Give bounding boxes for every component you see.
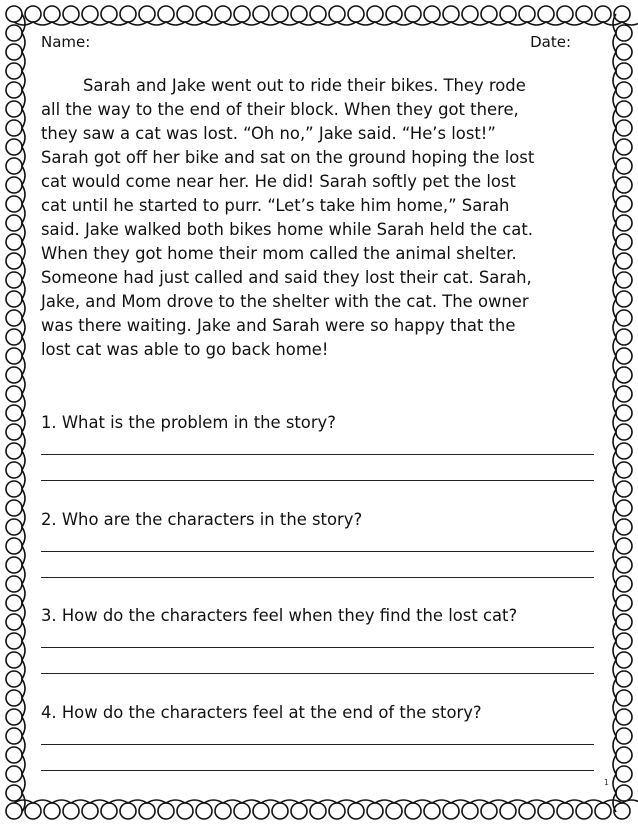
border-loop: [6, 747, 22, 763]
border-loop: [616, 728, 632, 744]
border-loop: [616, 386, 632, 402]
border-loop: [82, 803, 98, 819]
border-loop: [196, 6, 212, 22]
border-loop: [616, 785, 632, 801]
border-loop: [6, 253, 22, 269]
border-loop: [120, 6, 136, 22]
story-line: said. Jake walked both bikes home while Sarah held the cat.: [41, 220, 533, 239]
border-loop: [272, 6, 288, 22]
border-loop: [616, 329, 632, 345]
border-loop: [196, 803, 212, 819]
border-loop: [82, 6, 98, 22]
border-loop: [6, 576, 22, 592]
border-loop: [616, 614, 632, 630]
border-loop: [616, 82, 632, 98]
border-loop: [6, 82, 22, 98]
border-loop: [614, 803, 630, 819]
border-loop: [616, 405, 632, 421]
border-loop: [616, 595, 632, 611]
border-loop: [6, 671, 22, 687]
border-loop: [616, 120, 632, 136]
border-loop: [6, 614, 22, 630]
border-loop: [405, 803, 421, 819]
border-loop: [616, 766, 632, 782]
border-loop: [616, 196, 632, 212]
border-loop: [6, 519, 22, 535]
border-loop: [6, 348, 22, 364]
border-loop: [616, 652, 632, 668]
border-loop: [6, 405, 22, 421]
border-loop: [6, 424, 22, 440]
border-loop: [6, 443, 22, 459]
border-loop: [6, 272, 22, 288]
border-loop: [6, 25, 22, 41]
story-line: Sarah and Jake went out to ride their bikes. They rode: [83, 76, 526, 95]
answer-line[interactable]: [41, 673, 594, 674]
border-loop: [616, 538, 632, 554]
border-loop: [519, 803, 535, 819]
border-loop: [291, 6, 307, 22]
border-loop: [6, 367, 22, 383]
border-loop: [614, 6, 630, 22]
border-loop: [139, 6, 155, 22]
question-1: [41, 412, 597, 434]
border-loop: [616, 671, 632, 687]
border-loop: [405, 6, 421, 22]
answer-line[interactable]: [41, 577, 594, 578]
border-loop: [348, 6, 364, 22]
border-loop: [616, 272, 632, 288]
story-line: Jake, and Mom drove to the shelter with the cat. The owner: [41, 292, 529, 311]
border-loop: [215, 6, 231, 22]
border-loop: [6, 766, 22, 782]
border-loop: [616, 424, 632, 440]
border-loop: [6, 44, 22, 60]
story-line: all the way to the end of their block. When they got there,: [41, 100, 519, 119]
border-loop: [616, 690, 632, 706]
border-loop: [272, 803, 288, 819]
border-loop: [538, 6, 554, 22]
border-loop: [6, 177, 22, 193]
answer-line[interactable]: [41, 770, 594, 771]
border-loop: [616, 177, 632, 193]
question-3: [41, 605, 597, 627]
border-loop: [6, 234, 22, 250]
border-loop: [424, 6, 440, 22]
border-loop: [616, 234, 632, 250]
border-loop: [616, 633, 632, 649]
border-loop: [25, 803, 41, 819]
answer-line[interactable]: [41, 647, 594, 648]
border-wave: [14, 22, 638, 25]
story-line: Someone had just called and said they lost their cat. Sarah,: [41, 268, 532, 287]
border-loop: [291, 803, 307, 819]
border-loop: [462, 6, 478, 22]
border-loop: [6, 63, 22, 79]
border-loop: [215, 803, 231, 819]
story-line: cat until he started to purr. “Let’s take him home,” Sarah: [41, 196, 510, 215]
border-loop: [139, 803, 155, 819]
border-loop: [616, 747, 632, 763]
border-loop: [481, 803, 497, 819]
border-loop: [538, 803, 554, 819]
page-number: 1: [603, 778, 609, 787]
border-loop: [63, 803, 79, 819]
border-loop: [616, 519, 632, 535]
border-loop: [557, 6, 573, 22]
border-loop: [6, 500, 22, 516]
story-line: cat would come near her. He did! Sarah softly pet the lost: [41, 172, 516, 191]
border-loop: [595, 803, 611, 819]
border-loop: [500, 6, 516, 22]
border-loop: [101, 803, 117, 819]
border-loop: [6, 158, 22, 174]
border-wave: [22, 14, 25, 812]
border-loop: [519, 6, 535, 22]
border-loop: [616, 158, 632, 174]
border-loop: [6, 652, 22, 668]
answer-line[interactable]: [41, 551, 594, 552]
question-text: 4. How do the characters feel at the end of the story?: [41, 703, 482, 722]
border-loop: [6, 329, 22, 345]
date-label: Date:: [530, 33, 571, 51]
question-text: 2. Who are the characters in the story?: [41, 510, 363, 529]
header: [41, 33, 571, 55]
border-loop: [557, 803, 573, 819]
border-loop: [44, 6, 60, 22]
border-loop: [158, 803, 174, 819]
border-loop: [443, 6, 459, 22]
border-wave: [14, 800, 638, 803]
border-loop: [616, 291, 632, 307]
border-loop: [616, 348, 632, 364]
border-loop: [6, 196, 22, 212]
border-loop: [310, 6, 326, 22]
border-loop: [616, 462, 632, 478]
border-wave: [613, 14, 616, 812]
border-loop: [6, 386, 22, 402]
border-loop: [576, 6, 592, 22]
border-loop: [462, 803, 478, 819]
border-loop: [6, 462, 22, 478]
question-4: [41, 702, 597, 724]
border-loop: [25, 6, 41, 22]
border-loop: [44, 803, 60, 819]
name-label: Name:: [41, 33, 91, 51]
answer-line[interactable]: [41, 744, 594, 745]
question-2: [41, 509, 597, 531]
border-loop: [616, 63, 632, 79]
border-loop: [63, 6, 79, 22]
border-loop: [424, 803, 440, 819]
border-loop: [177, 6, 193, 22]
border-loop: [616, 481, 632, 497]
question-text: 1. What is the problem in the story?: [41, 413, 336, 432]
story-line: Sarah got off her bike and sat on the ground hoping the lost: [41, 148, 535, 167]
border-loop: [6, 120, 22, 136]
story-line: When they got home their mom called the animal shelter.: [41, 244, 517, 263]
border-loop: [386, 803, 402, 819]
border-loop: [367, 6, 383, 22]
border-loop: [6, 785, 22, 801]
border-loop: [481, 6, 497, 22]
border-loop: [329, 6, 345, 22]
border-loop: [6, 6, 22, 22]
border-loop: [367, 803, 383, 819]
story-passage: [41, 74, 597, 362]
border-loop: [6, 481, 22, 497]
border-loop: [616, 215, 632, 231]
answer-line[interactable]: [41, 480, 594, 481]
border-loop: [6, 538, 22, 554]
border-loop: [234, 803, 250, 819]
border-loop: [616, 557, 632, 573]
border-loop: [616, 500, 632, 516]
border-loop: [616, 139, 632, 155]
answer-line[interactable]: [41, 454, 594, 455]
border-loop: [329, 803, 345, 819]
border-loop: [6, 101, 22, 117]
border-loop: [6, 709, 22, 725]
border-loop: [6, 728, 22, 744]
border-loop: [6, 595, 22, 611]
border-loop: [234, 6, 250, 22]
border-loop: [616, 709, 632, 725]
border-loop: [616, 44, 632, 60]
border-loop: [6, 215, 22, 231]
question-text: 3. How do the characters feel when they find the lost cat?: [41, 606, 518, 625]
border-loop: [120, 803, 136, 819]
border-loop: [616, 443, 632, 459]
border-loop: [177, 803, 193, 819]
border-loop: [500, 803, 516, 819]
border-loop: [6, 557, 22, 573]
border-loop: [386, 6, 402, 22]
border-loop: [576, 803, 592, 819]
border-loop: [616, 101, 632, 117]
border-loop: [616, 25, 632, 41]
border-loop: [6, 633, 22, 649]
border-loop: [253, 6, 269, 22]
border-loop: [101, 6, 117, 22]
border-loop: [6, 310, 22, 326]
border-loop: [443, 803, 459, 819]
border-loop: [616, 253, 632, 269]
border-loop: [595, 6, 611, 22]
border-loop: [616, 310, 632, 326]
border-loop: [616, 367, 632, 383]
border-loop: [6, 291, 22, 307]
border-loop: [6, 139, 22, 155]
border-loop: [310, 803, 326, 819]
story-line: lost cat was able to go back home!: [41, 340, 329, 359]
border-loop: [348, 803, 364, 819]
border-loop: [616, 576, 632, 592]
border-loop: [253, 803, 269, 819]
story-line: they saw a cat was lost. “Oh no,” Jake said. “He’s lost!”: [41, 124, 496, 143]
border-loop: [158, 6, 174, 22]
border-loop: [6, 690, 22, 706]
border-loop: [6, 803, 22, 819]
story-line: was there waiting. Jake and Sarah were so happy that the: [41, 316, 516, 335]
